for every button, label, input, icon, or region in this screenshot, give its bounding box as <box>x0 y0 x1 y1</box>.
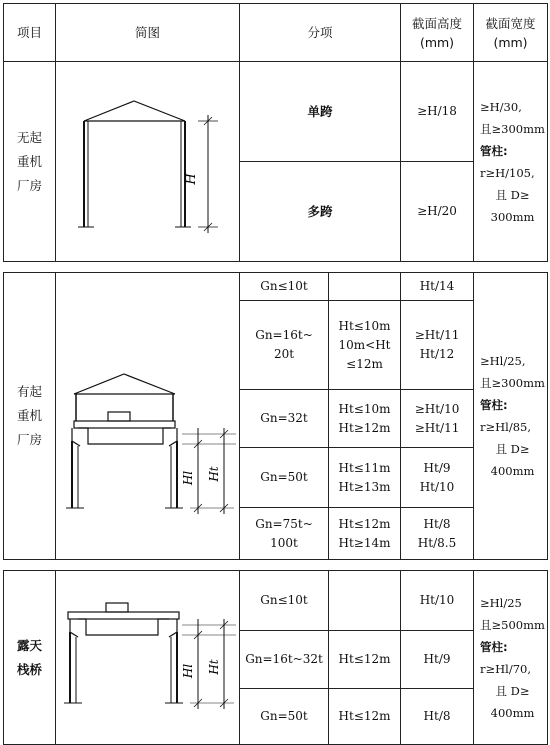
header-width <box>474 4 548 62</box>
s3-dim-label-hl: Hl <box>180 663 195 679</box>
s2-h-line: Ht/8 <box>423 516 451 531</box>
column-section-table <box>3 3 548 745</box>
s2-gn-line: 20t <box>273 347 295 361</box>
header-subitem: 分项 <box>240 4 401 62</box>
s3-gn: Gn=16t~32t <box>240 631 329 689</box>
s1-label-line: 厂房 <box>16 177 42 193</box>
s3-row <box>4 571 548 631</box>
s1-label <box>4 62 56 262</box>
s2-h-line: Ht/9 <box>423 460 451 475</box>
s3-ht: Ht≤12m <box>329 689 401 745</box>
s2-h <box>401 508 474 560</box>
s1-width-line: r≥H/105, <box>480 165 535 180</box>
s2-ht-line: Ht≤11m <box>338 460 391 475</box>
s2-ht <box>329 273 401 301</box>
section-gap <box>4 262 548 273</box>
s1-width-line: 且≥300mm <box>480 121 545 136</box>
s2-dim-label-ht: Ht <box>206 466 221 482</box>
s2-label-line: 厂房 <box>16 432 42 447</box>
header-height-unit: (mm) <box>419 34 455 50</box>
s2-ht-line: Ht≤10m <box>338 401 391 416</box>
s2-width-line: r≥Hl/85, <box>480 420 532 434</box>
s2-label-line: 重机 <box>16 408 42 423</box>
s1-width-line: 管柱: <box>480 143 508 158</box>
s2-ht-line: Ht≥14m <box>338 535 391 550</box>
s3-width-line: 且 D≥ <box>495 683 530 698</box>
s3-h: Ht/8 <box>401 689 474 745</box>
s2-gn-line: 100t <box>270 535 298 550</box>
s3-width <box>474 571 548 745</box>
s2-label-line: 有起 <box>16 384 42 399</box>
s2-gn <box>240 508 329 560</box>
s2-gn: Gn=32t <box>240 390 329 448</box>
s3-width-line: ≥Hl/25 <box>480 595 522 610</box>
s2-ht <box>329 508 401 560</box>
s2-width-line: 且 D≥ <box>495 442 530 456</box>
header-height-title: 截面高度 <box>412 15 463 31</box>
s2-ht-line: Ht≥12m <box>338 420 391 435</box>
s2-sketch <box>56 273 240 560</box>
s2-ht <box>329 301 401 390</box>
s2-ht-line: Ht≤12m <box>338 516 391 531</box>
s3-label-line: 露天 <box>16 637 42 653</box>
s3-dim-label-ht: Ht <box>206 659 221 675</box>
s2-width-line: 且≥300mm <box>480 376 545 390</box>
s3-h: Ht/9 <box>401 631 474 689</box>
s2-ht <box>329 390 401 448</box>
s2-width-line: 400mm <box>490 464 535 478</box>
s3-h: Ht/10 <box>401 571 474 631</box>
s2-gn: Gn≤10t <box>240 273 329 301</box>
s2-ht-line: ≤12m <box>346 356 383 371</box>
s2-dim-label-hl: Hl <box>180 470 195 486</box>
s2-h-line: Ht/8.5 <box>417 535 457 550</box>
s2-gn <box>240 301 329 390</box>
s3-width-line: 400mm <box>490 705 535 720</box>
s3-label <box>4 571 56 745</box>
portal-frame-sketch <box>58 67 238 257</box>
s2-width <box>474 273 548 560</box>
s2-h <box>401 390 474 448</box>
s2-h-line: ≥Ht/10 <box>414 401 460 416</box>
s2-h-line: ≥Ht/11 <box>414 420 460 435</box>
s2-gn-line: Gn=75t~ <box>255 516 313 531</box>
s3-width-line: r≥Hl/70, <box>480 661 532 676</box>
header-item: 项目 <box>4 4 56 62</box>
s2-h-line: ≥Ht/11 <box>414 328 460 342</box>
s1-label-line: 重机 <box>16 153 42 169</box>
s1-sketch <box>56 62 240 262</box>
s3-ht: Ht≤12m <box>329 631 401 689</box>
header-width-unit: (mm) <box>493 34 528 50</box>
s2-label <box>4 273 56 560</box>
s2-h-line: Ht/10 <box>419 479 455 494</box>
s1-dim-label: H <box>183 172 199 185</box>
s3-width-line: 管柱: <box>480 639 508 654</box>
s2-h <box>401 448 474 508</box>
s1-height-multi: ≥H/20 <box>401 162 474 262</box>
crane-workshop-sketch <box>58 296 238 536</box>
s3-label-line: 栈桥 <box>16 661 42 677</box>
s2-h: Ht/14 <box>401 273 474 301</box>
s3-ht <box>329 571 401 631</box>
s1-sub-single: 单跨 <box>240 62 401 162</box>
s1-row-single-span <box>4 62 548 162</box>
s3-gn: Gn=50t <box>240 689 329 745</box>
s2-width-line: 管柱: <box>480 398 508 412</box>
s2-ht-line: Ht≤10m <box>338 318 391 333</box>
header-width-title: 截面宽度 <box>485 15 536 31</box>
s2-ht-line: 10m<Ht <box>338 337 391 352</box>
s1-height-single: ≥H/18 <box>401 62 474 162</box>
s2-gn: Gn=50t <box>240 448 329 508</box>
trestle-sketch <box>58 575 238 740</box>
s2-width-line: ≥Hl/25, <box>480 354 526 368</box>
header-row <box>4 4 548 62</box>
s2-h <box>401 301 474 390</box>
s3-gn: Gn≤10t <box>240 571 329 631</box>
section-gap <box>4 560 548 571</box>
s2-row <box>4 273 548 301</box>
s2-gn-line: Gn=16t~ <box>255 328 313 342</box>
s1-label-line: 无起 <box>16 129 42 145</box>
s2-ht-line: Ht≥13m <box>338 479 391 494</box>
s1-width <box>474 62 548 262</box>
s1-width-line: ≥H/30, <box>480 99 522 114</box>
s3-width-line: 且≥500mm <box>480 617 545 632</box>
s2-h-line: Ht/12 <box>419 347 455 361</box>
header-sketch: 简图 <box>56 4 240 62</box>
s1-width-line: 且 D≥ <box>495 187 530 202</box>
header-height <box>401 4 474 62</box>
s3-sketch <box>56 571 240 745</box>
s1-sub-multi: 多跨 <box>240 162 401 262</box>
s1-width-line: 300mm <box>490 209 535 224</box>
s2-ht <box>329 448 401 508</box>
